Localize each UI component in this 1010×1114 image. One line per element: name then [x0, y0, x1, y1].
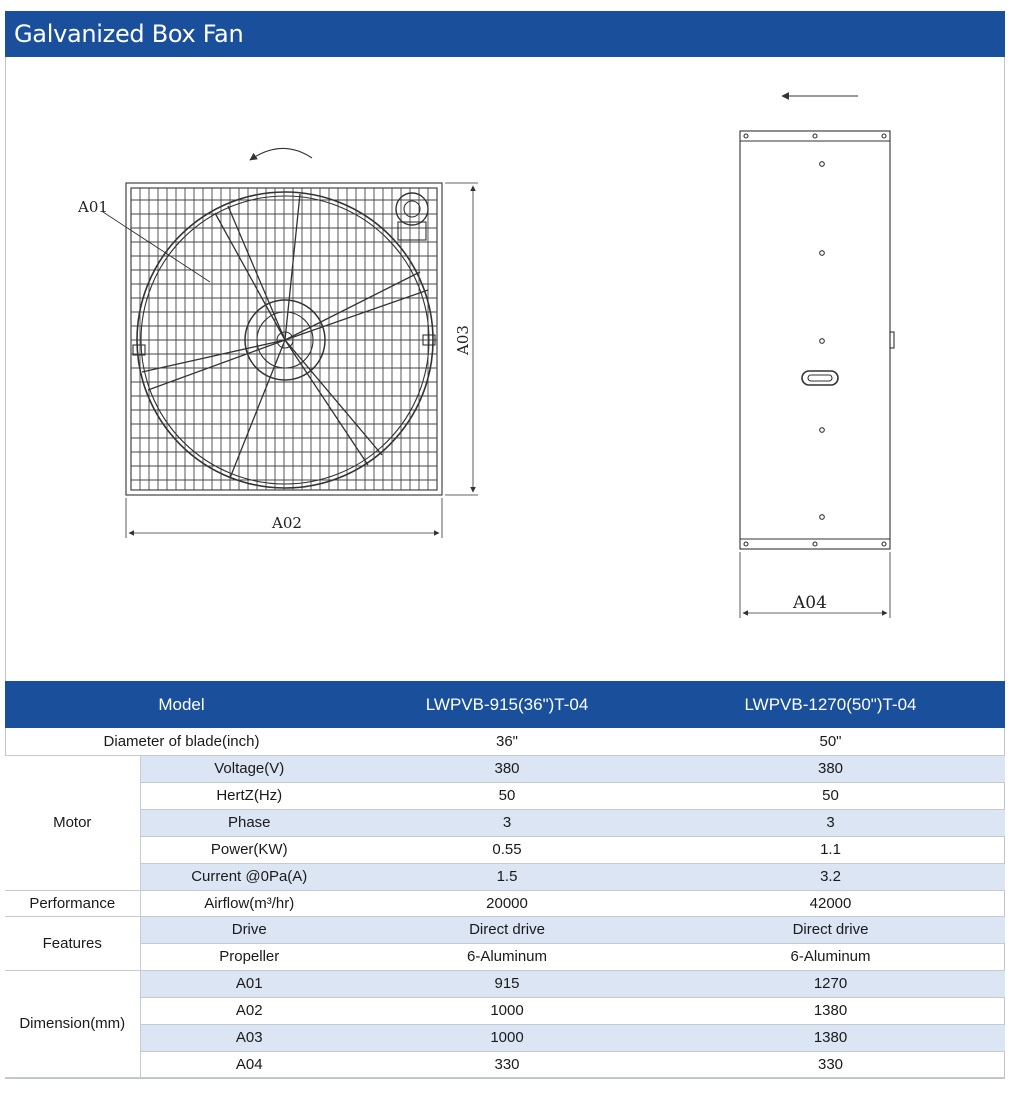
col-header-model-1: LWPVB-915(36")T-04: [358, 681, 656, 728]
table-row: [5, 890, 1005, 916]
row-label: Power(KW): [140, 836, 358, 863]
cell-value: 380: [358, 755, 656, 782]
row-label: HertZ(Hz): [140, 782, 358, 809]
cell-value: 915: [358, 970, 656, 997]
page-header: [5, 11, 1005, 57]
fan-technical-drawing: [0, 57, 1010, 679]
table-row: [5, 755, 1005, 782]
row-label: A01: [140, 970, 358, 997]
cell-value: Direct drive: [358, 916, 656, 943]
row-label: A04: [140, 1051, 358, 1077]
table-row: [5, 997, 1005, 1024]
table-row: [5, 728, 1005, 755]
row-label: A03: [140, 1024, 358, 1051]
cell-value: Direct drive: [656, 916, 1005, 943]
table-row: [5, 970, 1005, 997]
cell-value: 3.2: [656, 863, 1005, 890]
cell-value: 50: [656, 782, 1005, 809]
cell-value: 1000: [358, 1024, 656, 1051]
row-label: Phase: [140, 809, 358, 836]
row-label: Current @0Pa(A): [140, 863, 358, 890]
row-label: Diameter of blade(inch): [5, 728, 358, 755]
group-label-motor: Motor: [5, 755, 140, 890]
group-label-performance: Performance: [5, 890, 140, 916]
cell-value: 42000: [656, 890, 1005, 916]
label-a01: A01: [78, 198, 108, 216]
cell-value: 36": [358, 728, 656, 755]
table-row: [5, 809, 1005, 836]
row-label: Airflow(m³/hr): [140, 890, 358, 916]
table-row: [5, 943, 1005, 970]
side-view: [740, 96, 894, 618]
cell-value: 1380: [656, 997, 1005, 1024]
cell-value: 3: [656, 809, 1005, 836]
cell-value: 20000: [358, 890, 656, 916]
cell-value: 1.5: [358, 863, 656, 890]
cell-value: 1.1: [656, 836, 1005, 863]
row-label: Propeller: [140, 943, 358, 970]
cell-value: 50": [656, 728, 1005, 755]
table-row: [5, 916, 1005, 943]
cell-value: 1000: [358, 997, 656, 1024]
cell-value: 330: [656, 1051, 1005, 1077]
label-a04: A04: [793, 593, 827, 613]
label-a02: A02: [272, 514, 302, 532]
table-row: [5, 863, 1005, 890]
table-row: [5, 782, 1005, 809]
row-label: Voltage(V): [140, 755, 358, 782]
col-header-model: Model: [5, 681, 358, 728]
row-label: Drive: [140, 916, 358, 943]
table-header-row: [5, 681, 1005, 728]
table-row: [5, 1051, 1005, 1077]
cell-value: 380: [656, 755, 1005, 782]
cell-value: 3: [358, 809, 656, 836]
cell-value: 0.55: [358, 836, 656, 863]
cell-value: 1270: [656, 970, 1005, 997]
page-title: Galvanized Box Fan: [14, 20, 244, 48]
group-label-dimension: Dimension(mm): [5, 970, 140, 1077]
table-row: [5, 836, 1005, 863]
group-label-features: Features: [5, 916, 140, 970]
cell-value: 50: [358, 782, 656, 809]
cell-value: 1380: [656, 1024, 1005, 1051]
front-view: [103, 148, 478, 538]
cell-value: 6-Aluminum: [358, 943, 656, 970]
cell-value: 330: [358, 1051, 656, 1077]
row-label: A02: [140, 997, 358, 1024]
spec-table: [5, 681, 1005, 1078]
cell-value: 6-Aluminum: [656, 943, 1005, 970]
table-row: [5, 1024, 1005, 1051]
label-a03: A03: [454, 325, 472, 355]
rotation-arrow-icon: [250, 148, 312, 160]
col-header-model-2: LWPVB-1270(50")T-04: [656, 681, 1005, 728]
